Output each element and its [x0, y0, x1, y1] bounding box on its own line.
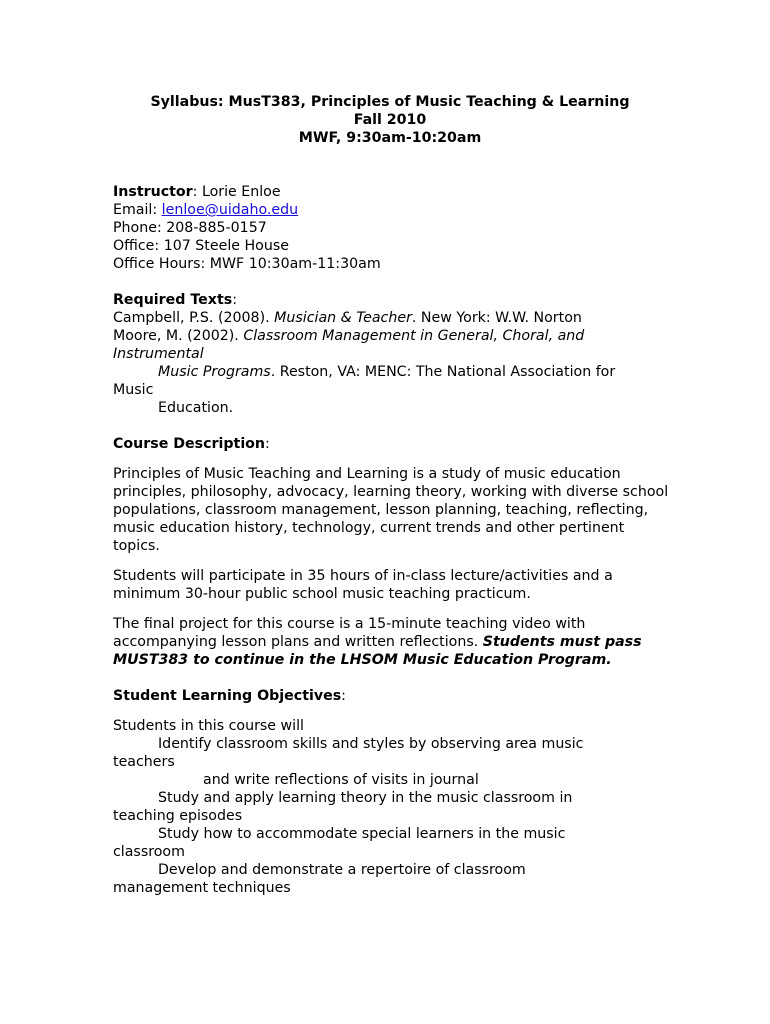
- objective-2: Study and apply learning theory in the music classroom in: [158, 790, 573, 806]
- objective-4: Develop and demonstrate a repertoire of classroom: [158, 862, 526, 878]
- objective-3-cont: classroom: [113, 844, 185, 860]
- objective-1-cont: teachers: [113, 754, 175, 770]
- text-moore-music: Music: [113, 382, 154, 398]
- header-schedule: MWF, 9:30am-10:20am: [298, 130, 482, 146]
- office-line: Office: 107 Steele House: [113, 238, 289, 254]
- course-description-section: [113, 435, 673, 669]
- description-paragraph-1: Principles of Music Teaching and Learning is a study of music education principles, philosophy, advocacy, learning theory, working with diverse school populations, classroom management, lesson planning, teaching, reflecting, music education history, technology, current trends and other pertinent topics.: [113, 466, 669, 554]
- phone-line: Phone: 208-885-0157: [113, 220, 267, 236]
- description-paragraph-3: The final project for this course is a 15-minute teaching video with accompanying lesson plans and written reflections. Students must pass MUST383 to continue in the LHSOM Music Education Program.: [113, 616, 642, 668]
- email-link[interactable]: lenloe@uidaho.edu: [161, 202, 299, 218]
- text-moore-education: Education.: [158, 400, 234, 416]
- text-moore: Moore, M. (2002). Classroom Management in General, Choral, and: [113, 328, 585, 344]
- instructor-label: Instructor: [113, 184, 193, 200]
- text-campbell: Campbell, P.S. (2008). Musician & Teacher. New York: W.W. Norton: [113, 310, 582, 326]
- objective-3: Study how to accommodate special learners in the music: [158, 826, 566, 842]
- objectives-intro: Students in this course will: [113, 718, 304, 734]
- header-title: Syllabus: MusT383, Principles of Music Teaching & Learning: [150, 94, 630, 110]
- course-description-heading: Course Description:: [113, 436, 270, 452]
- objective-2-cont: teaching episodes: [113, 808, 243, 824]
- text-moore-cont: Instrumental: [113, 346, 204, 362]
- office-hours-line: Office Hours: MWF 10:30am-11:30am: [113, 256, 381, 272]
- instructor-name: Lorie Enloe: [201, 184, 281, 200]
- instructor-line: Instructor: Lorie Enloe: [113, 184, 281, 200]
- objective-1: Identify classroom skills and styles by observing area music: [158, 736, 584, 752]
- required-texts-section: [113, 291, 673, 417]
- header-term: Fall 2010: [353, 112, 427, 128]
- instructor-section: [113, 183, 673, 273]
- objective-1-cont2: and write reflections of visits in journal: [203, 772, 479, 788]
- document-header: [107, 93, 673, 147]
- objectives-heading: Student Learning Objectives:: [113, 688, 346, 704]
- syllabus-page: [113, 93, 673, 897]
- prerequisite-note: Students must pass MUST383 to continue in the LHSOM Music Education Program.: [113, 634, 642, 668]
- email-line: Email: lenloe@uidaho.edu: [113, 202, 299, 218]
- objective-4-cont: management techniques: [113, 880, 291, 896]
- description-paragraph-2: Students will participate in 35 hours of in-class lecture/activities and a minimum 30-hour public school music teaching practicum.: [113, 568, 613, 602]
- text-moore-programs: Music Programs. Reston, VA: MENC: The National Association for: [158, 364, 616, 380]
- objectives-section: [113, 687, 673, 897]
- required-texts-heading: Required Texts:: [113, 292, 237, 308]
